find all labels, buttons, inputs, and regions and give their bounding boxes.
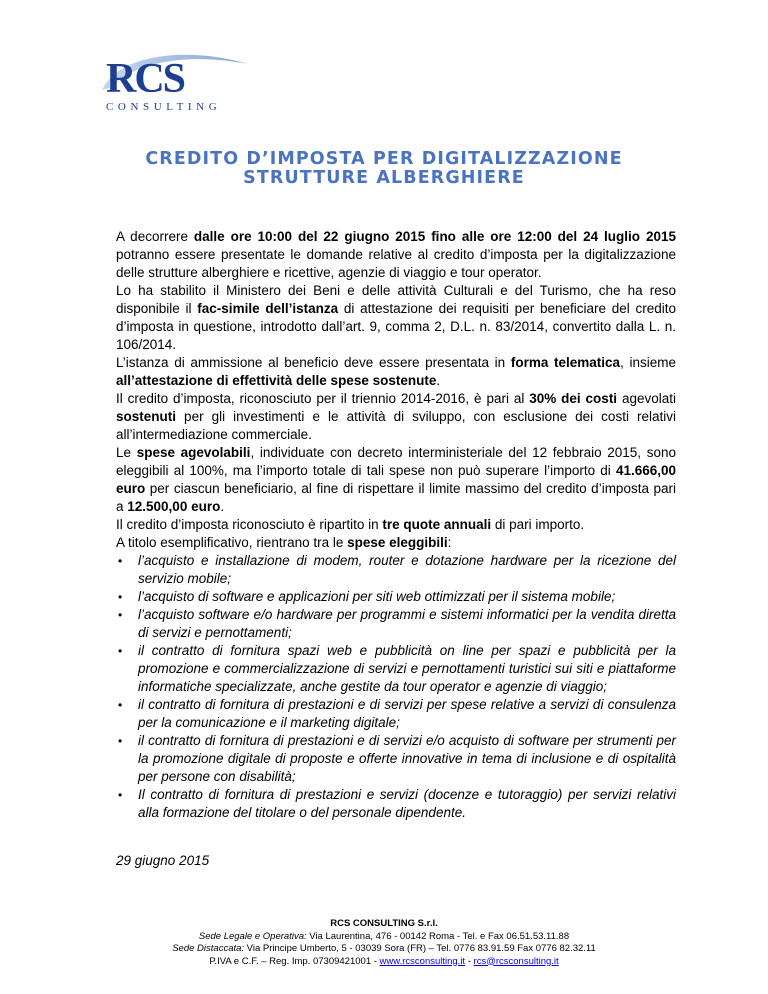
footer-label: Sede Distaccata: [172, 943, 245, 954]
text: agevolati [617, 391, 676, 406]
footer-separator: - [465, 955, 474, 967]
text: , individuate con decreto interministeriale del 12 febbraio 2015, sono eleggibili al 100%, ma l’importo totale di tali spese non può superare l’importo di [116, 445, 676, 478]
logo-main-text: RCS [106, 56, 185, 102]
document-date: 29 giugno 2015 [116, 853, 210, 868]
text: , insieme [620, 355, 677, 370]
bold-text: 12.500,00 euro [127, 499, 221, 514]
text: : [447, 535, 452, 550]
footer-company: RCS CONSULTING S.r.l. [330, 918, 438, 929]
footer-branch-address [0, 943, 768, 956]
page-title [0, 150, 768, 188]
footer-label: Sede Legale e Operativa: [198, 930, 307, 942]
list-item: • il contratto di fornitura di prestazioni e di servizi per spese relative a servizi di consulenza per la comunicazione e il marketing digitale; [138, 696, 676, 732]
bold-text: spese agevolabili [136, 445, 251, 460]
website-link[interactable]: www.rcsconsulting.it [379, 955, 466, 967]
text: di attestazione dei requisiti per beneficiare del credito d’imposta in questione, introdotto dall’art. 9, comma 2, D.L. n. 83/2014, convertito dalla L. n. 106/2014. [116, 301, 677, 352]
footer-text: Via Laurentina, 476 - 00142 Roma - Tel. e Fax 06.51.53.11.88 [306, 930, 570, 942]
title-line-1: CREDITO D’IMPOSTA PER DIGITALIZZAZIONE [145, 149, 623, 169]
footer-text: Via Principe Umberto, 5 - 03039 Sora (FR) – Tel. 0776 83.91.59 Fax 0776 82.32.11 [244, 943, 596, 954]
text: per ciascun beneficiario, al fine di rispettare il limite massimo del credito d’imposta pari a [116, 481, 676, 514]
company-logo [98, 48, 258, 118]
bold-text: sostenuti [116, 409, 177, 424]
logo-sub-text: CONSULTING [106, 101, 222, 113]
document-body [116, 228, 676, 822]
title-line-2: STRUTTURE ALBERGHIERE [243, 168, 525, 188]
text: di pari importo. [491, 517, 585, 532]
bold-text: fac-simile dell’istanza [197, 301, 339, 316]
text: A titolo esemplificativo, rientrano tra le [116, 535, 348, 550]
text: Il credito d’imposta, riconosciuto per il triennio 2014-2016, è pari al [116, 391, 530, 406]
list-item: • l’acquisto e installazione di modem, router e dotazione hardware per la ricezione del servizio mobile; [138, 552, 676, 588]
eligible-expenses-list [116, 552, 676, 822]
email-link[interactable]: rcs@rcsconsulting.it [473, 955, 559, 967]
bold-text: 30% dei costi [529, 391, 618, 406]
bold-text: 41.666,00 euro [116, 463, 676, 496]
text: . [436, 373, 441, 388]
paragraph-ministry [116, 282, 676, 354]
bold-text: tre quote annuali [382, 517, 492, 532]
text: potranno essere presentate le domande relative al credito d’imposta per la digitalizzazione delle strutture alberghiere e ricettive, agenzie di viaggio e tour operator. [116, 247, 676, 280]
list-item: • l’acquisto software e/o hardware per programmi e sistemi informatici per la vendita diretta di servizi e pernottamenti; [138, 606, 676, 642]
bold-text: spese eleggibili [347, 535, 448, 550]
paragraph-dates [116, 228, 676, 282]
list-item: • il contratto di fornitura di prestazioni e di servizi e/o acquisto di software per strumenti per la promozione digitale di proposte e offerte innovative in tema di inclusione e di ospitalità per persone con disabilità; [138, 732, 676, 786]
page-footer [0, 918, 768, 968]
bold-text: forma telematica [510, 355, 621, 370]
footer-legal-address [0, 931, 768, 944]
rcs-logo-graphic [98, 48, 258, 118]
text: A decorrere [116, 229, 194, 244]
footer-text: P.IVA e C.F. – Reg. Imp. 07309421001 - [209, 955, 380, 967]
text: Il credito d’imposta riconosciuto è ripartito in [116, 517, 383, 532]
paragraph-eligible [116, 534, 676, 552]
list-item: • il contratto di fornitura spazi web e pubblicità on line per spazi e pubblicità per la promozione e commercializzazione di servizi e pernottamenti turistici sui siti e piattaforme informatiche specializzate, anche gestite da tour operator e agenzie di viaggio; [138, 642, 676, 696]
text: per gli investimenti e le attività di sviluppo, con esclusione dei costi relativi all’intermediazione commerciale. [116, 409, 676, 442]
list-item: • Il contratto di fornitura di prestazioni e servizi (docenze e tutoraggio) per servizi relativi alla formazione del titolare o del personale dipendente. [138, 786, 676, 822]
footer-registration [0, 956, 768, 969]
text: L’istanza di ammissione al beneficio deve essere presentata in [116, 355, 511, 370]
paragraph-credit [116, 390, 676, 444]
bold-text: all’attestazione di effettività delle spese sostenute [116, 373, 437, 388]
text: . [220, 499, 225, 514]
paragraph-expenses [116, 444, 676, 516]
text: Lo ha stabilito il Ministero dei Beni e delle attività Culturali e del Turismo, che ha reso disponibile il [116, 283, 676, 316]
text: Le [116, 445, 137, 460]
paragraph-quotas [116, 516, 676, 534]
paragraph-submission [116, 354, 676, 390]
list-item: • l’acquisto di software e applicazioni per siti web ottimizzati per il sistema mobile; [138, 588, 676, 606]
bold-text: dalle ore 10:00 del 22 giugno 2015 fino alle ore 12:00 del 24 luglio 2015 [193, 229, 676, 244]
